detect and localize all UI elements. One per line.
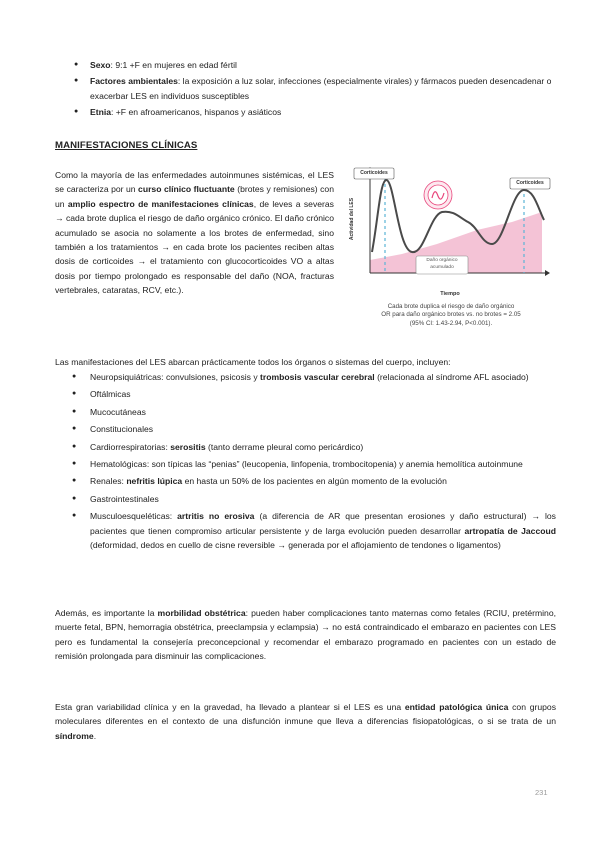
text-run: Constitucionales [90, 424, 154, 435]
corticoides-label-left: Corticoides [360, 170, 388, 176]
bold-run: morbilidad obstétrica [157, 608, 246, 618]
list-item-label: Sexo [90, 60, 111, 70]
text-run: . [93, 730, 97, 741]
bold-run: nefritis lúpica [126, 476, 183, 487]
text-run: Esta gran variabilidad clínica y en la gravedad, ha llevado a plantear si el LES es una [55, 702, 405, 712]
list-item [90, 422, 556, 436]
section-title: MANIFESTACIONES CLÍNICAS [55, 140, 198, 151]
list-item-label: Etnia [90, 107, 112, 118]
y-axis-label: Actividad del LES [349, 197, 355, 241]
text-run: : pueden haber complicaciones tanto maternas como fetales (RCIU, pretérmino, muerte fetal, BPN, hemorragia obstétrica, preeclampsia y eclampsia) → no está contraindicado el embarazo en pacientes con LES pero es fundamental la consejería preconcepcional y recomendar el embarazo programado en pacientes con un estado de remisión prolongada para disminuir las complicaciones. [55, 608, 556, 662]
text-run: , de leves a severas → cada brote duplica el riesgo de daño orgánico crónico. El daño crónico acumulado se asocia no solamente a los brotes de enfermedad, sino también a los tratamientos → en cada brote los pacientes reciben altas dosis de corticoides → el tratamiento con glucocorticoides VO a altas dosis por tiempo prolongado es responsable del daño (NOA, fracturas vertebrales, cataratas, RCV, etc.). [55, 198, 334, 296]
text-run: (tanto derrame pleural como pericárdico) [205, 441, 364, 452]
list-item-label: Factores ambientales [90, 76, 178, 87]
list-item [90, 509, 556, 552]
list-item [90, 58, 558, 72]
disease-activity-figure [342, 160, 560, 338]
bold-run: amplio espectro de manifestaciones clínicas [67, 198, 254, 209]
text-run: (deformidad, dedos en cuello de cisne reversible → generada por el aflojamiento de tendones o ligamentos) [90, 540, 501, 551]
bold-run: entidad patológica única [404, 702, 509, 712]
obstetric-morbidity-paragraph [55, 606, 556, 664]
bold-run: artropatía de Jaccoud [464, 525, 556, 536]
list-item-text: : 9:1 +F en mujeres en edad fértil [110, 60, 237, 70]
bold-run: trombosis vascular cerebral [260, 372, 375, 382]
bold-run: artritis no erosiva [177, 511, 255, 522]
bold-run: curso clínico fluctuante [138, 184, 235, 195]
text-run: Hematológicas: son típicas las “penias” (leucopenia, linfopenia, trombocitopenia) y anemia hemolítica autoinmune [90, 459, 523, 470]
text-run: con grupos moleculares diferentes en el contexto de una disfunción inmune que lleva a diferencias fisiopatológicas, o si se trata de un [55, 702, 557, 727]
caption-line: (95% CI: 1.43-2.94, P<0.001). [409, 319, 493, 327]
text-run: en hasta un 50% de los pacientes en algún momento de la evolución [182, 476, 447, 487]
page-number: 231 [535, 788, 548, 797]
text-run: Neuropsiquiátricas: convulsiones, psicosis y [90, 372, 261, 382]
intro-paragraph [55, 168, 334, 298]
text-run: (a diferencia de AR que presentan erosiones y daño estructural) → los pacientes que tienen compromiso articular persistente y de larga evolución pueden desarrollar [90, 511, 556, 536]
bold-run: síndrome [55, 730, 94, 741]
figure-caption [342, 303, 560, 328]
list-item [90, 405, 556, 419]
list-item [90, 474, 556, 488]
text-run: Renales: [90, 476, 127, 487]
x-axis-arrow [545, 270, 550, 276]
bold-run: serositis [170, 441, 206, 452]
corticoides-label-right: Corticoides [516, 180, 544, 186]
list-item [90, 105, 558, 119]
text-run: Cardiorrespiratorias: [90, 441, 171, 452]
caption-line: Cada brote duplica el riesgo de daño orgánico [387, 303, 515, 310]
text-run: (relacionada al síndrome AFL asociado) [374, 372, 529, 382]
text-run: Mucocutáneas [90, 406, 146, 417]
list-item [90, 387, 556, 401]
manifestations-list [90, 370, 556, 552]
list-item [90, 492, 556, 506]
text-run: Gastrointestinales [90, 493, 159, 504]
variability-paragraph [55, 700, 556, 743]
text-run: Oftálmicas [90, 389, 131, 400]
text-run: Como la mayoría de las enfermedades autoinmunes sistémicas, el LES se caracteriza por un [55, 170, 334, 195]
list-item-text: : +F en afroamericanos, hispanos y asiáticos [111, 107, 282, 118]
text-run: (brotes y remisiones) con un [55, 184, 334, 209]
x-axis-label: Tiempo [440, 291, 460, 297]
risk-factor-list [90, 58, 558, 120]
text-run: Musculoesqueléticas: [90, 511, 178, 522]
list-item [90, 440, 556, 454]
list-item [90, 370, 556, 384]
list-item [90, 74, 558, 103]
caption-line: OR para daño orgánico brotes vs. no brotes = 2.05 [381, 311, 521, 319]
damage-label: Daño orgánico acumulado [426, 258, 458, 270]
text-run: Además, es importante la [55, 608, 158, 618]
list-item-text: : la exposición a luz solar, infecciones (especialmente virales) y fármacos pueden desencadenar o exacerbar LES en individuos susceptibles [90, 76, 552, 101]
list-item [90, 457, 556, 471]
manifestations-intro: Las manifestaciones del LES abarcan prácticamente todos los órganos o sistemas del cuerpo, incluyen: [55, 357, 451, 367]
